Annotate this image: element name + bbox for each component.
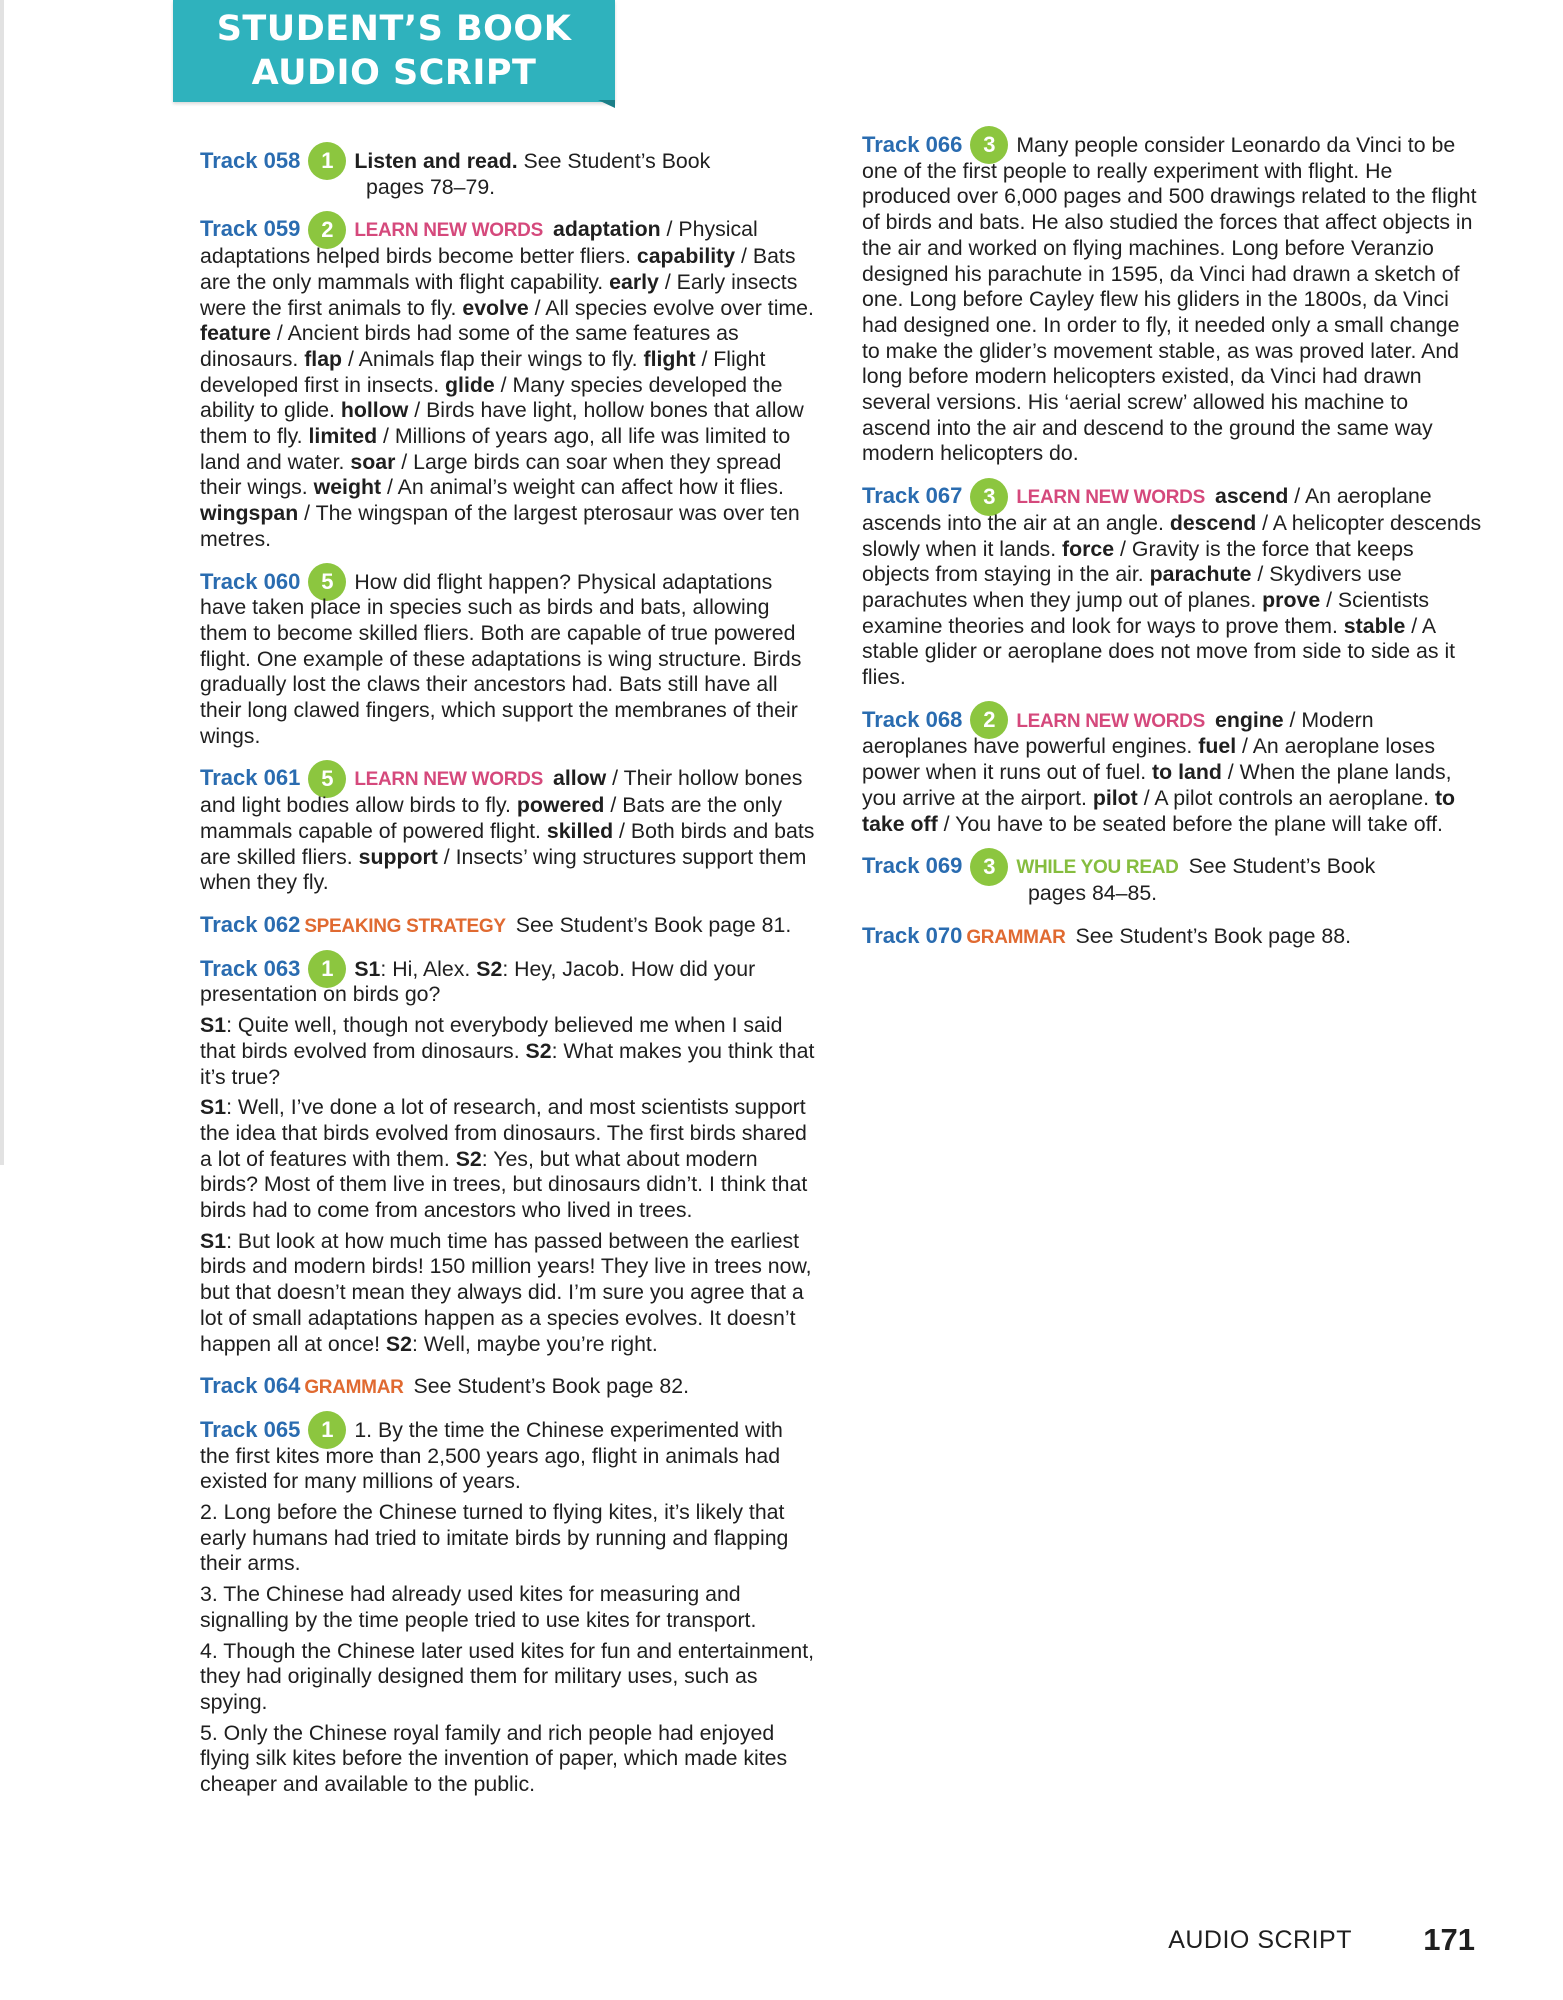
track-058 [200, 148, 818, 200]
page-number: 171 [1423, 1922, 1475, 1957]
track-text: See Student’s Book page 82. [413, 1374, 690, 1399]
vocab-word: weight [313, 475, 382, 500]
vocab-word: to take off [862, 785, 1456, 836]
speaker-label: S1 [200, 1013, 227, 1038]
vocab-word: hollow [340, 398, 409, 423]
vocab-word: adaptation [552, 217, 661, 242]
sentence-text: 1. By the time the Chinese experimented with the first kites more than 2,500 years ago, flight in animals had existed for many millions of years. [200, 1417, 783, 1494]
track-059 [200, 216, 818, 552]
vocab-sentence: / Flight developed first in insects. [200, 346, 766, 397]
vocab-word: descend [1169, 510, 1257, 535]
vocab-word: allow [552, 766, 607, 791]
vocab-word: force [1062, 536, 1115, 561]
speaker-label: S1 [354, 956, 381, 981]
dialogue-text: : Well, maybe you’re right. [411, 1331, 658, 1356]
section-label: LEARN NEW WORDS [354, 769, 543, 791]
vocab-sentence: / An aeroplane ascends into the air at an angle. [862, 484, 1432, 535]
numbered-sentence: 3. The Chinese had already used kites for measuring and signalling by the time people tried to use kites for transport. [200, 1582, 757, 1632]
track-text: See Student’s Book [1188, 854, 1376, 879]
numbered-sentence: 4. Though the Chinese later used kites for fun and entertainment, they had originally designed them for military uses, such as spying. [200, 1638, 815, 1714]
activity-number-badge: 3 [970, 478, 1008, 516]
vocab-sentence: / Millions of years ago, all life was limited to land and water. [200, 424, 791, 474]
vocab-sentence: / Modern aeroplanes have powerful engines. [862, 707, 1374, 759]
track-070 [862, 923, 1482, 951]
section-label: SPEAKING STRATEGY [304, 915, 506, 937]
vocab-sentence: / Physical adaptations helped birds become better fliers. [200, 217, 758, 269]
vocab-word: soar [350, 449, 396, 474]
vocab-word: to land [1152, 760, 1222, 785]
vocab-sentence: / All species evolve over time. [528, 295, 814, 320]
dialogue-text: : But look at how much time has passed between the earliest birds and modern birds! 150 million years! They live in trees now, but that doesn’t mean they always did. I’m sure you agree that a lot of small adaptations happen as a species evolves. It doesn’t happen all at once! [200, 1228, 812, 1356]
track-number: Track 063 [200, 955, 301, 981]
dialogue-paragraph [200, 1229, 818, 1358]
speaker-label: S2 [385, 1331, 412, 1356]
dialogue-text: : Hi, Alex. [380, 956, 477, 981]
section-banner [173, 0, 615, 102]
vocab-sentence: / A helicopter descends slowly when it lands. [862, 510, 1482, 561]
track-number: Track 065 [200, 1416, 301, 1442]
vocab-word: feature [200, 321, 272, 346]
vocab-word: prove [1262, 587, 1321, 612]
vocab-sentence: / Many species developed the ability to glide. [200, 372, 783, 423]
activity-number-badge: 2 [308, 211, 346, 249]
vocab-sentence: / Early insects were the first animals to fly. [200, 269, 798, 320]
vocab-sentence: / Bats are the only mammals capable of powered flight. [200, 793, 783, 843]
vocab-word: wingspan [200, 501, 299, 526]
track-number: Track 060 [200, 568, 301, 594]
dialogue-paragraph [200, 1095, 818, 1224]
track-064 [200, 1373, 818, 1401]
banner-fold [598, 100, 615, 108]
vocab-word: engine [1214, 707, 1284, 732]
vocab-sentence: / An aeroplane loses power when it runs out of fuel. [862, 734, 1436, 785]
vocab-word: limited [308, 424, 378, 449]
vocab-sentence: / Scientists examine theories and look for ways to prove them. [862, 587, 1430, 638]
track-text: See Student’s Book [517, 149, 711, 173]
dialogue-text: : What makes you think that it’s true? [200, 1038, 815, 1089]
vocab-sentence: / An animal’s weight can affect how it flies. [381, 475, 784, 500]
vocab-sentence: / A pilot controls an aeroplane. [1137, 785, 1435, 810]
right-column [862, 132, 1482, 966]
vocab-word: evolve [462, 295, 529, 320]
track-068 [862, 707, 1482, 838]
track-number: Track 069 [862, 853, 963, 879]
speaker-label: S2 [455, 1146, 482, 1171]
track-062 [200, 912, 818, 940]
vocab-sentence: / Gravity is the force that keeps objects from staying in the air. [862, 536, 1414, 587]
track-063 [200, 956, 818, 1358]
track-number: Track 066 [862, 132, 963, 157]
activity-number-badge: 1 [308, 142, 346, 180]
left-column [200, 148, 818, 1814]
vocab-sentence: / You have to be seated before the plane will take off. [937, 811, 1443, 836]
vocab-sentence: / Large birds can soar when they spread their wings. [200, 449, 782, 500]
track-text: Many people consider Leonardo da Vinci to be one of the first people to really experiment with flight. He produced over 6,000 pages and 500 drawings related to the flight of birds and bats. He also studied the forces that affect objects in the air and worked on flying machines. Long before Veranzio designed his parachute in 1595, da Vinci had drawn a sketch of one. Long before Cayley flew his gliders in the 1800s, da Vinci had designed one. In order to fly, it needed only a small change to make the glider’s movement stable, as was proved later. And long before modern helicopters existed, da Vinci had drawn several versions. His ‘aerial screw’ allowed his machine to ascend into the air and descend to the ground the same way modern helicopters do. [862, 133, 1477, 466]
vocab-word: powered [516, 793, 605, 818]
vocab-word: support [358, 844, 438, 869]
dialogue-text: : Well, I’ve done a lot of research, and most scientists support the idea that birds evolved from dinosaurs. The first birds shared a lot of features with them. [200, 1095, 807, 1171]
vocab-word: fuel [1198, 734, 1237, 759]
vocab-word: capability [636, 244, 736, 269]
track-number: Track 058 [200, 148, 301, 173]
track-text-continued: pages 84–85. [1028, 880, 1158, 905]
speaker-label: S2 [525, 1038, 552, 1063]
vocab-sentence: / A stable glider or aeroplane does not move from side to side as it flies. [862, 613, 1456, 690]
section-label: WHILE YOU READ [1016, 857, 1179, 879]
track-number: Track 070 [862, 922, 963, 948]
speaker-label: S2 [476, 956, 503, 981]
numbered-sentence: 2. Long before the Chinese turned to flying kites, it’s likely that early humans had tried to imitate birds by running and flapping their arms. [200, 1500, 789, 1576]
vocab-sentence: / The wingspan of the largest pterosaur was over ten metres. [200, 501, 800, 551]
activity-number-badge: 3 [970, 848, 1008, 886]
footer-section-name: AUDIO SCRIPT [1168, 1926, 1352, 1954]
activity-number-badge: 3 [970, 126, 1008, 164]
vocab-word: pilot [1092, 785, 1138, 810]
track-065 [200, 1417, 818, 1798]
track-text: See Student’s Book page 81. [515, 912, 792, 937]
speaker-label: S1 [200, 1095, 227, 1120]
vocab-sentence: / Bats are the only mammals with flight capability. [200, 244, 796, 294]
vocab-sentence: / Both birds and bats are skilled fliers. [200, 818, 815, 869]
activity-number-badge: 2 [970, 701, 1008, 739]
speaker-label: S1 [200, 1228, 227, 1253]
track-061 [200, 765, 818, 896]
activity-number-badge: 5 [308, 563, 346, 601]
vocab-sentence: / Their hollow bones and light bodies allow birds to fly. [200, 766, 803, 818]
vocab-word: ascend [1214, 484, 1289, 509]
vocab-word: flight [643, 346, 696, 371]
vocab-sentence: / Skydivers use parachutes when they jump out of planes. [862, 562, 1402, 612]
vocab-sentence: / Birds have light, hollow bones that allow them to fly. [200, 398, 804, 449]
section-label: GRAMMAR [304, 1377, 404, 1399]
vocab-word: parachute [1149, 562, 1252, 587]
section-label: LEARN NEW WORDS [1016, 710, 1205, 732]
numbered-sentence: 5. Only the Chinese royal family and rich people had enjoyed flying silk kites before the invention of paper, which made kites cheaper and available to the public. [200, 1720, 788, 1797]
numbered-sentence [200, 1417, 818, 1495]
track-number: Track 067 [862, 483, 963, 509]
activity-number-badge: 1 [308, 1411, 346, 1449]
vocab-sentence: / Insects’ wing structures support them when they fly. [200, 844, 807, 895]
vocab-word: skilled [546, 818, 614, 843]
activity-number-badge: 5 [308, 760, 346, 798]
page-edge-line [0, 0, 4, 1165]
section-label: LEARN NEW WORDS [1016, 487, 1205, 509]
dialogue-text: : Quite well, though not everybody believed me when I said that birds evolved from dinosaurs. [200, 1013, 783, 1063]
dialogue-text: : Hey, Jacob. How did your presentation on birds go? [200, 956, 756, 1007]
vocab-sentence: / Ancient birds had some of the same features as dinosaurs. [200, 321, 739, 371]
track-number: Track 064 [200, 1373, 301, 1399]
track-number: Track 068 [862, 706, 963, 732]
instruction-lead: Listen and read. [354, 149, 518, 173]
section-label: GRAMMAR [966, 926, 1066, 948]
banner-title-line1: STUDENT’S BOOK [216, 9, 572, 49]
track-number: Track 059 [200, 216, 301, 242]
track-number: Track 062 [200, 911, 301, 937]
track-060 [200, 569, 818, 750]
vocab-sentence: / Animals flap their wings to fly. [342, 346, 644, 371]
track-066 [862, 132, 1482, 467]
vocab-word: stable [1343, 613, 1406, 638]
dialogue-paragraph [200, 1013, 818, 1090]
vocab-sentence: / When the plane lands, you arrive at the airport. [862, 760, 1452, 810]
vocab-word: early [609, 269, 659, 294]
track-text: See Student’s Book page 88. [1075, 923, 1352, 948]
track-text-continued: pages 78–79. [366, 174, 496, 199]
track-text: How did flight happen? Physical adaptations have taken place in species such as birds and bats, allowing them to become skilled fliers. Both are capable of true powered flight. One example of these adaptations is wing structure. Birds gradually lost the claws their ancestors had. Bats still have all their long clawed fingers, which support the membranes of their wings. [200, 569, 802, 748]
track-069 [862, 853, 1482, 906]
track-number: Track 061 [200, 765, 301, 791]
dialogue-paragraph [200, 956, 818, 1008]
activity-number-badge: 1 [308, 950, 346, 988]
vocab-word: glide [445, 372, 495, 397]
banner-title-line2: AUDIO SCRIPT [251, 53, 537, 93]
vocab-word: flap [304, 346, 343, 371]
track-067 [862, 483, 1482, 691]
dialogue-text: : Yes, but what about modern birds? Most of them live in trees, but dinosaurs didn’t. I think that birds had to come from ancestors who lived in trees. [200, 1146, 808, 1223]
section-label: LEARN NEW WORDS [354, 220, 543, 242]
